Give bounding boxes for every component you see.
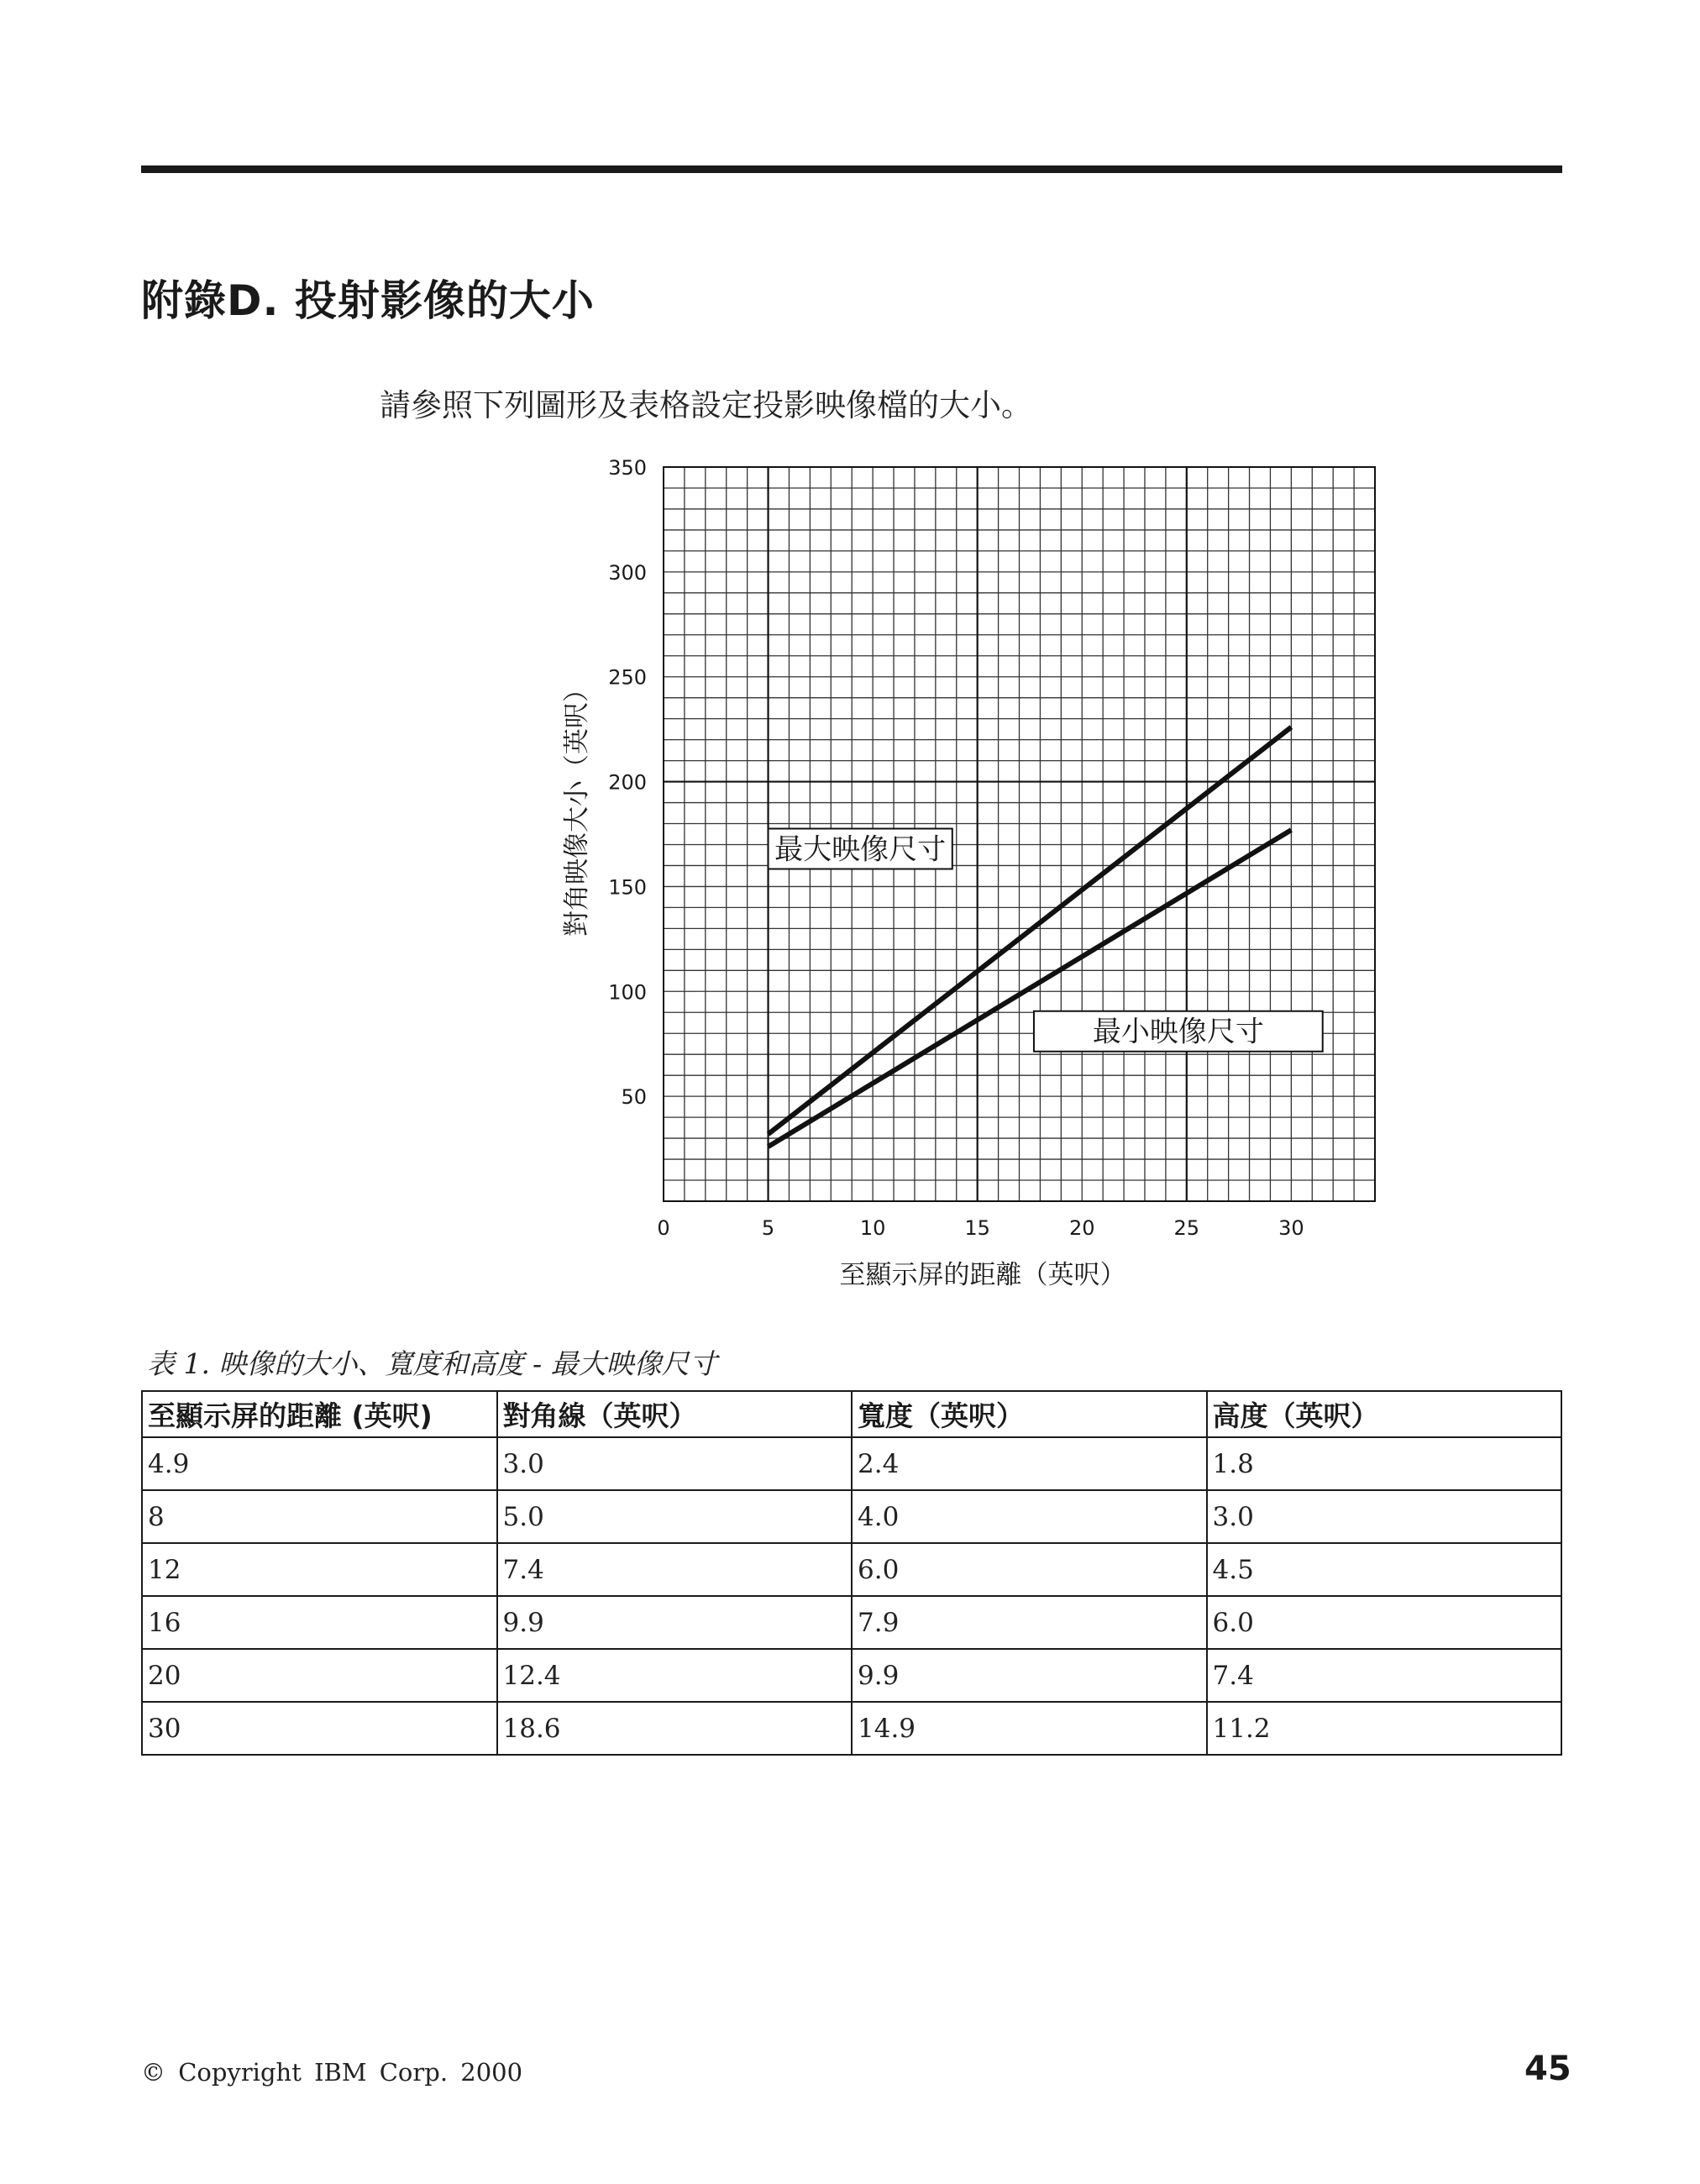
cell-width: 4.0 <box>852 1490 1207 1543</box>
x-tick-label: 5 <box>761 1216 775 1240</box>
cell-width: 14.9 <box>852 1702 1207 1755</box>
table-row <box>142 1649 1561 1702</box>
cell-width: 6.0 <box>852 1543 1207 1596</box>
col-header-diagonal: 對角線（英呎） <box>497 1391 853 1437</box>
y-tick-label: 300 <box>608 560 647 585</box>
cell-diagonal: 18.6 <box>497 1702 853 1755</box>
intro-text: 請參照下列圖形及表格設定投影映像檔的大小。 <box>380 387 1032 423</box>
copyright-notice: © Copyright IBM Corp. 2000 <box>141 2058 523 2087</box>
y-tick-label: 150 <box>608 875 647 900</box>
x-tick-label: 30 <box>1278 1216 1304 1240</box>
y-tick-label: 100 <box>608 980 647 1005</box>
annotation-max-label: 最大映像尺寸 <box>774 832 947 867</box>
table-caption: 表 1. 映像的大小、寬度和高度 - 最大映像尺寸 <box>147 1347 717 1380</box>
cell-height: 7.4 <box>1207 1649 1562 1702</box>
y-tick-label: 350 <box>608 456 647 480</box>
col-header-distance: 至顯示屏的距離 (英呎) <box>142 1391 497 1437</box>
table-row <box>142 1543 1561 1596</box>
table-row <box>142 1702 1561 1755</box>
page-number: 45 <box>1524 2050 1571 2088</box>
cell-width: 7.9 <box>852 1596 1207 1649</box>
cell-diagonal: 3.0 <box>497 1437 853 1490</box>
cell-diagonal: 9.9 <box>497 1596 853 1649</box>
table-row <box>142 1437 1561 1490</box>
page-title: 附錄D. 投射影像的大小 <box>141 276 595 325</box>
cell-distance: 16 <box>142 1596 497 1649</box>
cell-width: 2.4 <box>852 1437 1207 1490</box>
x-axis-label: 至顯示屏的距離（英呎） <box>839 1260 1126 1290</box>
cell-distance: 20 <box>142 1649 497 1702</box>
cell-height: 4.5 <box>1207 1543 1562 1596</box>
x-tick-label: 20 <box>1068 1216 1095 1240</box>
x-tick-label: 0 <box>657 1216 670 1240</box>
cell-distance: 30 <box>142 1702 497 1755</box>
table-row <box>142 1490 1561 1543</box>
y-tick-label: 200 <box>608 770 647 795</box>
x-tick-label: 15 <box>964 1216 990 1240</box>
cell-height: 3.0 <box>1207 1490 1562 1543</box>
cell-height: 1.8 <box>1207 1437 1562 1490</box>
annotation-min-label: 最小映像尺寸 <box>1092 1015 1264 1049</box>
cell-height: 6.0 <box>1207 1596 1562 1649</box>
cell-diagonal: 5.0 <box>497 1490 853 1543</box>
table-header-row <box>142 1391 1561 1437</box>
cell-diagonal: 7.4 <box>497 1543 853 1596</box>
y-tick-label: 50 <box>621 1085 647 1110</box>
image-size-table <box>141 1390 1562 1756</box>
cell-distance: 12 <box>142 1543 497 1596</box>
cell-diagonal: 12.4 <box>497 1649 853 1702</box>
cell-height: 11.2 <box>1207 1702 1562 1755</box>
cell-distance: 4.9 <box>142 1437 497 1490</box>
x-tick-label: 25 <box>1173 1216 1200 1240</box>
x-tick-label: 10 <box>859 1216 886 1240</box>
series-line-min <box>769 830 1292 1147</box>
cell-distance: 8 <box>142 1490 497 1543</box>
cell-width: 9.9 <box>852 1649 1207 1702</box>
y-tick-label: 250 <box>608 665 647 690</box>
col-header-width: 寬度（英呎） <box>852 1391 1207 1437</box>
series-line-max <box>769 727 1292 1134</box>
table-row <box>142 1596 1561 1649</box>
chart-series <box>769 727 1292 1147</box>
col-header-height: 高度（英呎） <box>1207 1391 1562 1437</box>
y-axis-label: 對角映像大小（英呎） <box>562 676 592 937</box>
